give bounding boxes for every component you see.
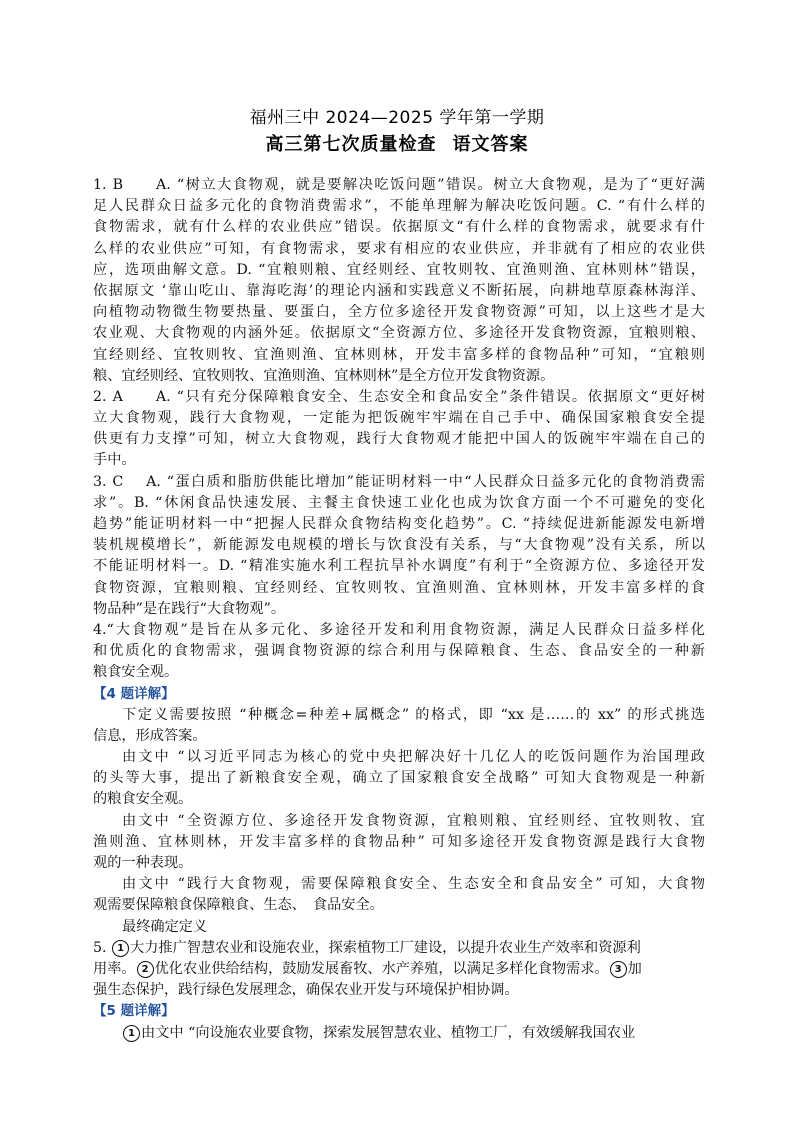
exam-name: 高三第七次质量检查 xyxy=(265,134,437,155)
text-line: 粮、宜经则经、宜牧则牧、宜渔则渔、宜林则林”是全方位开发食物资源。 xyxy=(93,367,555,384)
text-segment: 用率。 xyxy=(93,960,136,977)
circled-number-marker: 3 xyxy=(610,961,627,978)
text-line: 不能证明材料一。D. “精准实施水利工程抗旱补水调度”有利于“全资源方位、多途径开发 xyxy=(93,558,705,575)
text-line: 和优质化的食物需求，强调食物资源的综合利用与保障粮食、生态、食品安全的一种新 xyxy=(93,643,705,660)
question-number: 5. xyxy=(93,939,112,956)
text-line: 的头等大事，提出了新粮食安全观，确立了国家粮食安全战略” 可知大食物观是一种新 xyxy=(93,770,705,787)
text-line: 4.“大食物观”是旨在从多元化、多途径开发和利用食物资源，满足人民群众日益多样化 xyxy=(93,621,705,638)
text-line: 由文中 “践行大食物观，需要保障粮食安全、生态安全和食品安全” 可知，大食物 xyxy=(122,876,705,893)
text-segment: 由文中 “向设施农业要食物，探索发展智慧农业、植物工厂，有效缓解我国农业 xyxy=(141,1024,636,1041)
text-line: 由文中 “全资源方位、多途径开发食物资源，宜粮则粮、宜经则经、宜牧则牧、宜 xyxy=(122,812,705,829)
text-line: 装机规模增长”，新能源发电规模的增长与饮食没有关系，与“大食物观”没有关系，所以 xyxy=(93,537,705,554)
text-line: 渔则渔、宜林则林，开发丰富多样的食物品种” 可知多途径开发食物资源是践行大食物 xyxy=(93,833,705,850)
section-heading-q4: 【4 题详解】 xyxy=(93,685,175,702)
text-line: 强生态保护，践行绿色发展理念，确保农业开发与环境保护相协调。 xyxy=(93,982,519,999)
text-line: 最终确定定义 xyxy=(122,918,208,935)
text-line: 的粮食安全观。 xyxy=(93,791,193,808)
text-line: 粮食安全观。 xyxy=(93,664,179,681)
circled-number-marker: 1 xyxy=(112,940,129,957)
text-segment: 优化农业供给结构，鼓励发展畜牧、水产养殖，以满足多样化食物需求。 xyxy=(154,960,609,977)
text-line xyxy=(93,1023,705,1044)
text-line: 1. B A. “树立大食物观，就是要解决吃饭问题”错误。树立大食物观，是为了“更好满 xyxy=(93,177,705,193)
text-line: 由文中 “以习近平同志为核心的党中央把解决好十几亿人的吃饭问题作为治国理政 xyxy=(122,749,705,766)
text-line: 食物需求，就有什么样的农业供应”错误。依据原文“有什么样的食物需求，就要求有什 xyxy=(93,219,705,236)
text-line: 手中。 xyxy=(93,452,136,469)
text-line: 立大食物观，践行大食物观，一定能为把饭碗牢牢端在自己手中、确保国家粮食安全提 xyxy=(93,410,705,427)
text-line: 求”。B. “休闲食品快速发展、主餐主食快速工业化也成为饮食方面一个不可避免的变化 xyxy=(93,494,705,511)
text-line: 应，选项曲解文意。D. “宜粮则粮、宜经则经、宜牧则牧、宜渔则渔、宜林则林”错误， xyxy=(93,261,705,278)
document-title: 福州三中 2024—2025 学年第一学期 xyxy=(249,108,545,128)
text-line: 观需要保障粮食保障粮食、生态、 食品安全。 xyxy=(93,897,384,914)
text-line: 物品种”是在践行“大食物观”。 xyxy=(93,600,286,617)
text-line: 趋势”能证明材料一中“把握人民群众食物结构变化趋势”。C. “持续促进新能源发电新增 xyxy=(93,516,705,532)
text-line: 供更有力支撑”可知，树立大食物观，践行大食物观才能把中国人的饭碗牢牢端在自己的 xyxy=(93,431,705,448)
circled-number-marker: 2 xyxy=(137,961,154,978)
text-line: 依据原文 ‘靠山吃山、靠海吃海’的理论内涵和实践意义不断拓展，向耕地草原森林海洋、 xyxy=(93,282,705,299)
text-line: 宜经则经、宜牧则牧、宜渔则渔、宜林则林，开发丰富多样的食物品种”可知，“宜粮则 xyxy=(93,346,705,363)
text-line: 观的一种表现。 xyxy=(93,855,193,871)
text-line xyxy=(93,959,705,980)
text-line xyxy=(93,938,705,959)
text-line: 下定义需要按照 “种概念=种差+属概念” 的格式，即 “xx 是……的 xx” 的形式挑选 xyxy=(122,706,705,723)
text-line: 向植物动物微生物要热量、要蛋白，全方位多途径开发食物资源”可知，以上这些才是大 xyxy=(93,304,705,321)
text-line: 足人民群众日益多元化的食物消费需求”，不能单理解为解决吃饭问题。C. “有什么样的 xyxy=(93,198,705,215)
text-segment: 加 xyxy=(627,960,642,977)
section-heading-q5: 【5 题详解】 xyxy=(93,1003,175,1020)
text-line: 2. A A. “只有充分保障粮食安全、生态安全和食品安全”条件错误。依据原文“更好树 xyxy=(93,388,705,405)
answer-label: 语文答案 xyxy=(452,134,529,155)
circled-number-marker: 1 xyxy=(123,1025,140,1042)
answer-body xyxy=(93,175,705,1044)
text-line: 信息，形成答案。 xyxy=(93,727,207,744)
text-line: 食物资源，宜粮则粮、宜经则经、宜牧则牧、宜渔则渔、宜林则林，开发丰富多样的食 xyxy=(93,579,705,596)
text-segment: 大力推广智慧农业和设施农业，探索植物工厂建设，以提升农业生产效率和资源利 xyxy=(130,939,641,956)
text-line: 农业观、大食物观的内涵外延。依据原文“全资源方位、多途径开发食物资源，宜粮则粮、 xyxy=(93,325,705,342)
document-subtitle xyxy=(0,130,794,156)
text-line: 么样的农业供应”可知，有食物需求，要求有相应的农业供应，并非就有了相应的农业供 xyxy=(93,240,705,257)
text-line: 3. C A. “蛋白质和脂肪供能比增加”能证明材料一中“人民群众日益多元化的食物消费需 xyxy=(93,473,705,490)
